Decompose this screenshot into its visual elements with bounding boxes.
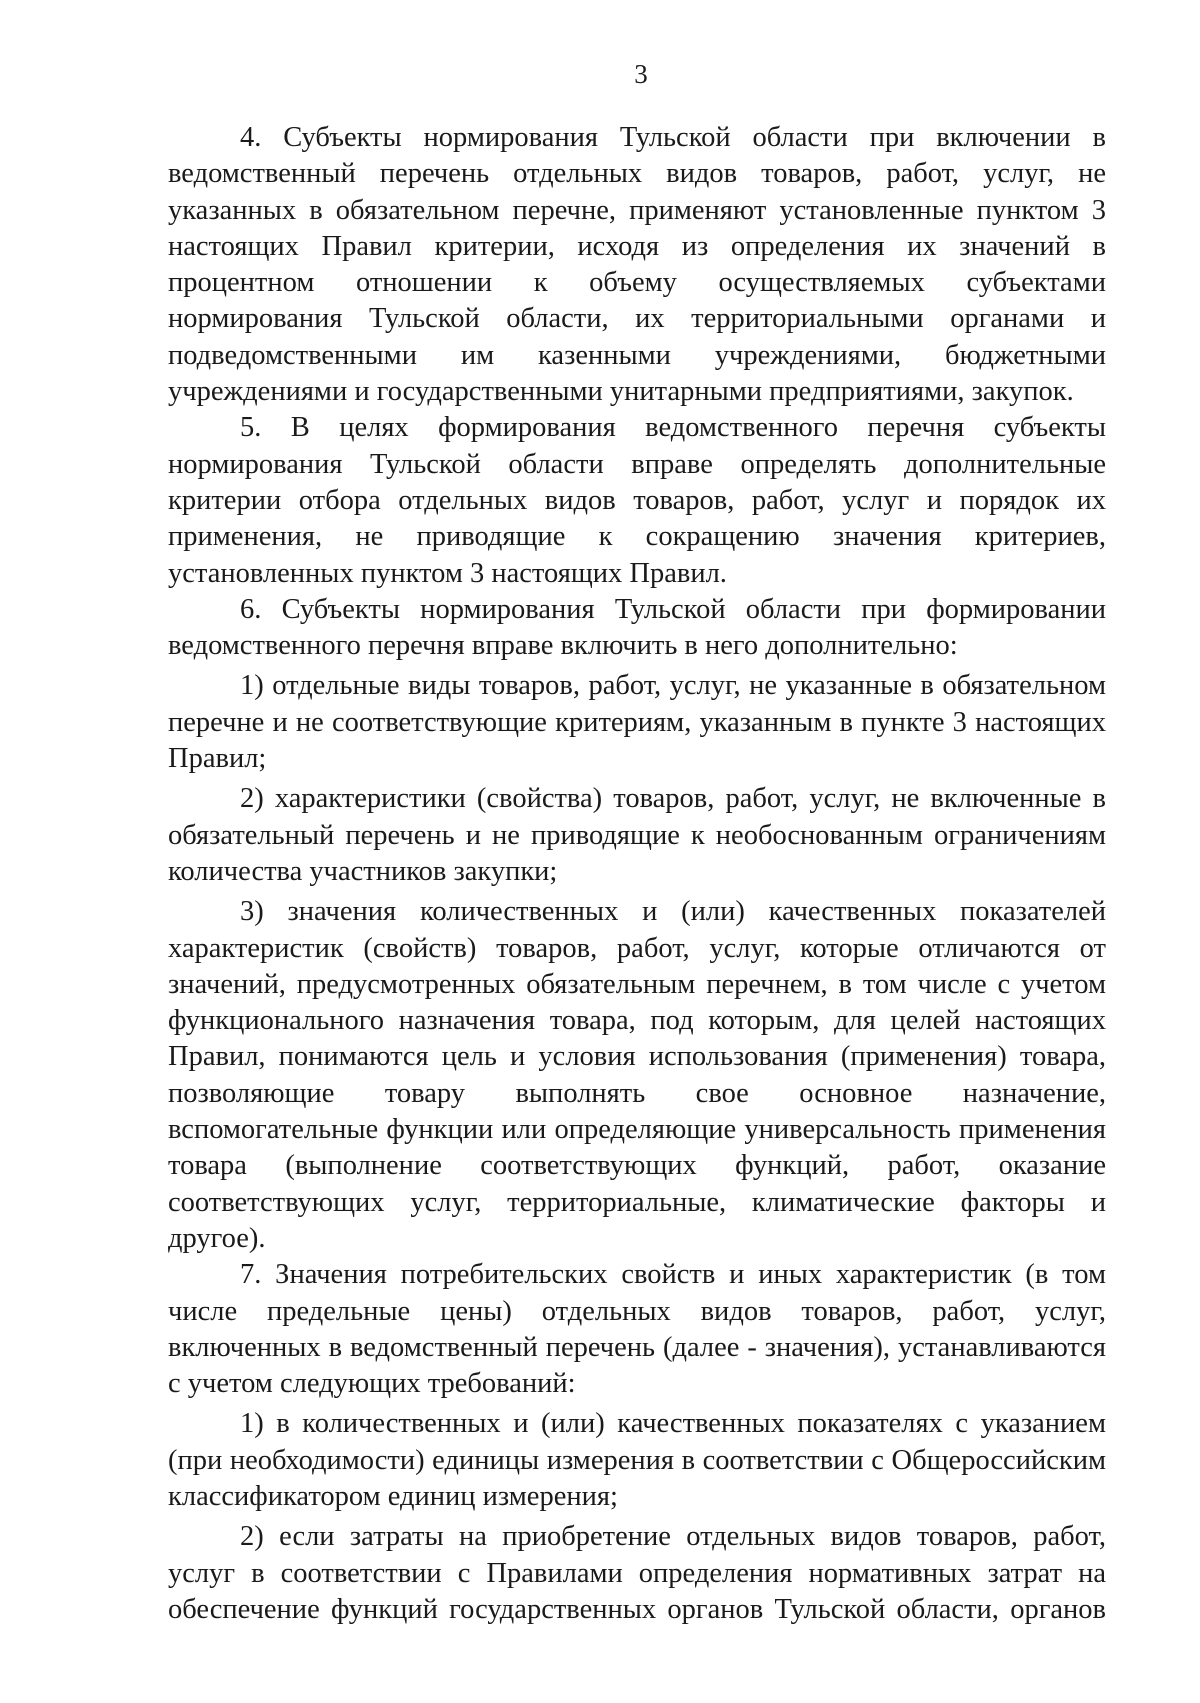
page-number: 3 (634, 59, 648, 89)
paragraph-7: 7. Значения потребительских свойств и иных характеристик (в том числе предельные цены) отдельных видов товаров, работ, услуг, включенных в ведомственный перечень (далее - значения), устанавливаются с учетом следующих требований: (168, 1259, 1106, 1400)
paragraph-6-item-2: 2) характеристики (свойства) товаров, работ, услуг, не включенные в обязательный перечень и не приводящие к необоснованным ограничениям количества участников закупки; (168, 783, 1106, 887)
paragraph-7-item-2: 2) если затраты на приобретение отдельных видов товаров, работ, услуг в соответствии с Правилами определения нормативных затрат на обеспечение функций государственных органов Тульской области, органов (168, 1521, 1106, 1625)
paragraph-7-item-1: 1) в количественных и (или) качественных показателях с указанием (при необходимости) единицы измерения в соответствии с Общероссийским классификатором единиц измерения; (168, 1408, 1106, 1512)
paragraph-6: 6. Субъекты нормирования Тульской области при формировании ведомственного перечня вправе включить в него дополнительно: (168, 593, 1106, 662)
paragraph-4: 4. Субъекты нормирования Тульской области при включении в ведомственный перечень отдельных видов товаров, работ, услуг, не указанных в обязательном перечне, применяют установленные пунктом 3 настоящих Правил критерии, исходя из определения их значений в процентном отношении к объему осуществляемых субъектами нормирования Тульской области, их территориальными органами и подведомственными им казенными учреждениями, бюджетными учреждениями и государственными унитарными предприятиями, закупок. (168, 122, 1106, 408)
paragraph-5: 5. В целях формирования ведомственного перечня субъекты нормирования Тульской области вправе определять дополнительные критерии отбора отдельных видов товаров, работ, услуг и порядок их применения, не приводящие к сокращению значения критериев, установленных пунктом 3 настоящих Правил. (168, 412, 1106, 589)
paragraph-6-item-3: 3) значения количественных и (или) качественных показателей характеристик (свойств) товаров, работ, услуг, которые отличаются от значений, предусмотренных обязательным перечнем, в том числе с учетом функционального назначения товара, под которым, для целей настоящих Правил, понимаются цель и условия использования (применения) товара, позволяющие товару выполнять свое основное назначение, вспомогательные функции или определяющие универсальность применения товара (выполнение соответствующих функций, работ, оказание соответствующих услуг, территориальные, климатические факторы и другое). (168, 896, 1106, 1254)
paragraph-6-item-1: 1) отдельные виды товаров, работ, услуг, не указанные в обязательном перечне и не соответствующие критериям, указанным в пункте 3 настоящих Правил; (168, 670, 1106, 775)
document-body (168, 120, 1106, 1628)
